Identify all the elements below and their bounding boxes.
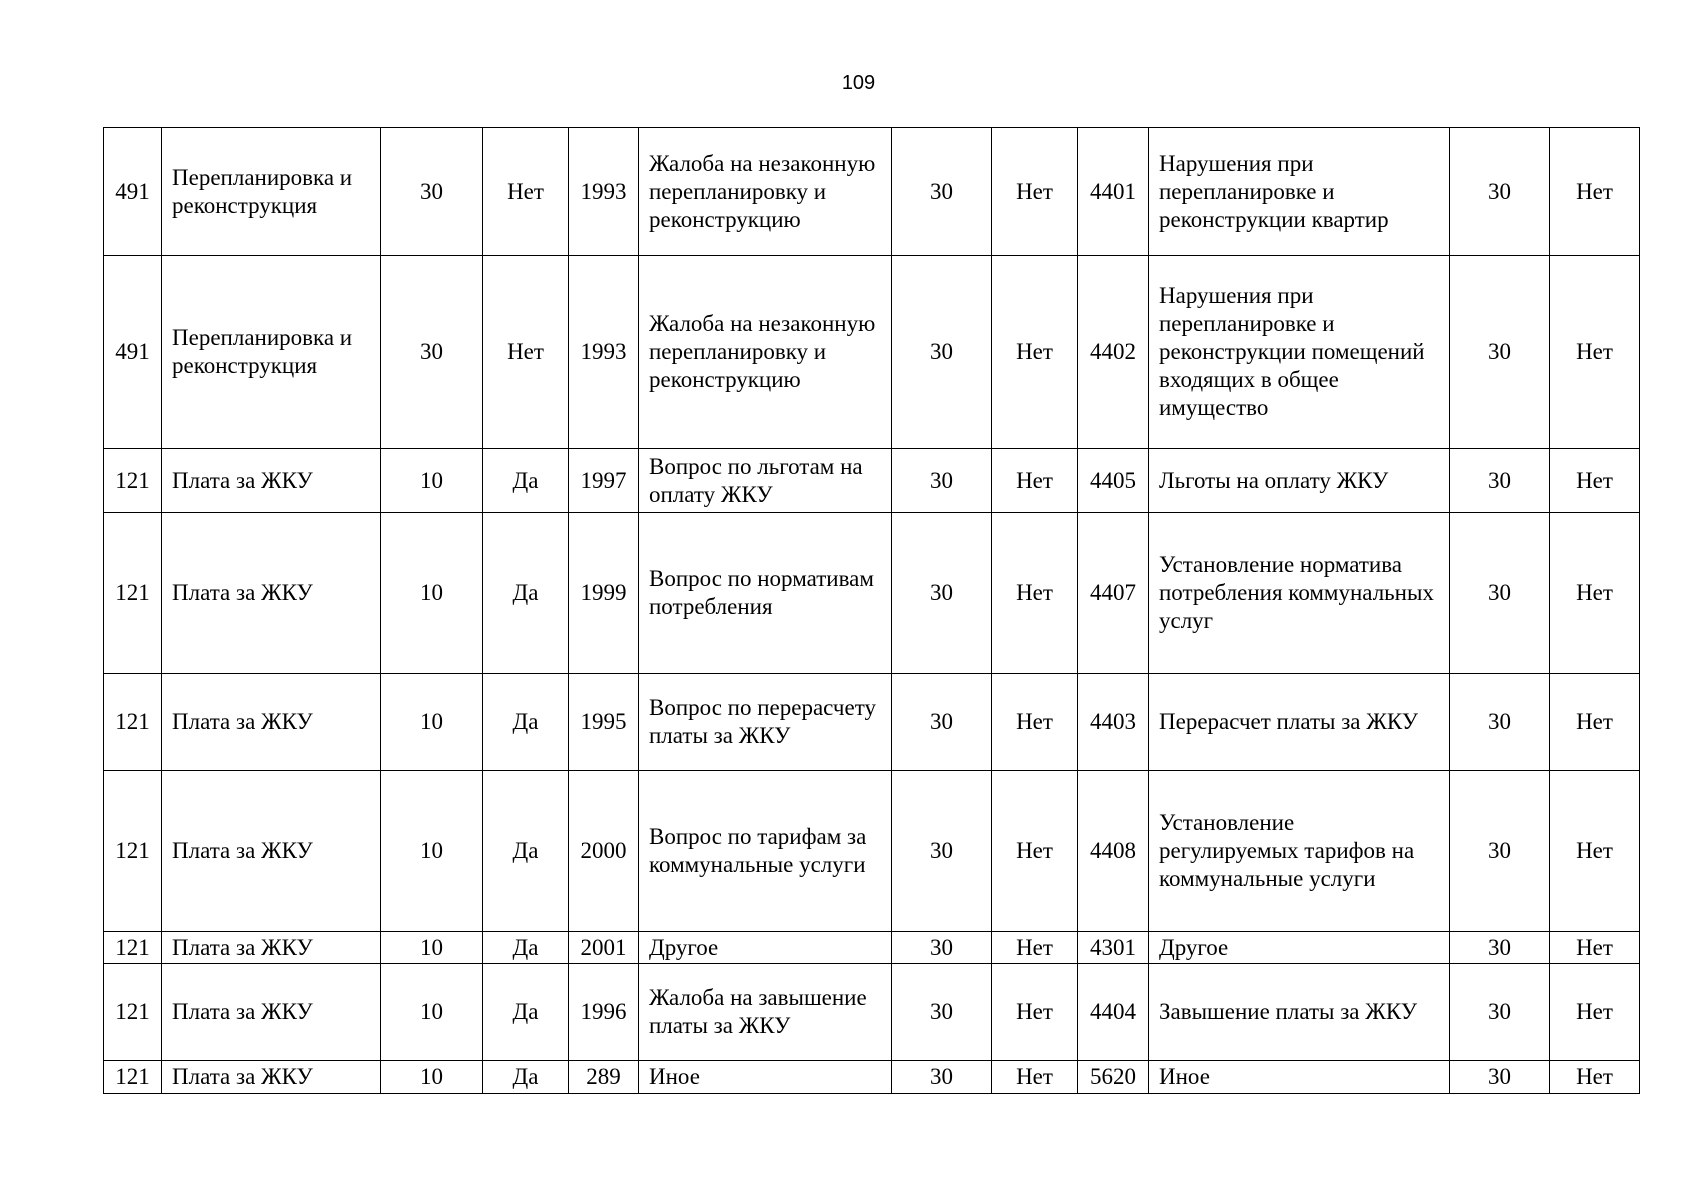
table-row <box>104 932 1640 964</box>
table-cell: Нарушения при перепланировке и реконструкции квартир <box>1149 128 1450 256</box>
table-cell: 4404 <box>1078 964 1149 1061</box>
table-cell: 1993 <box>569 256 639 449</box>
table-row <box>104 964 1640 1061</box>
table-row <box>104 513 1640 674</box>
table-cell: Нет <box>992 1061 1078 1094</box>
table-cell: Плата за ЖКУ <box>162 932 381 964</box>
table-cell: Нарушения при перепланировке и реконструкции помещений входящих в общее имущество <box>1149 256 1450 449</box>
page-number: 109 <box>841 72 876 94</box>
table-cell: Да <box>483 513 569 674</box>
table-cell: 30 <box>1450 932 1550 964</box>
table-cell: 1999 <box>569 513 639 674</box>
table-cell: Льготы на оплату ЖКУ <box>1149 449 1450 513</box>
table-cell: 10 <box>381 449 483 513</box>
table-cell: Другое <box>639 932 892 964</box>
table-cell: 2001 <box>569 932 639 964</box>
table-cell: Нет <box>1550 256 1640 449</box>
table-cell: Вопрос по тарифам за коммунальные услуги <box>639 771 892 932</box>
table-cell: Вопрос по нормативам потребления <box>639 513 892 674</box>
table-cell: Завышение платы за ЖКУ <box>1149 964 1450 1061</box>
table-cell: Нет <box>1550 674 1640 771</box>
table-cell: 1997 <box>569 449 639 513</box>
table-cell: Нет <box>1550 513 1640 674</box>
table-cell: 30 <box>892 256 992 449</box>
table-cell: Другое <box>1149 932 1450 964</box>
table-cell: 121 <box>104 964 162 1061</box>
table-row <box>104 1061 1640 1094</box>
table-cell: Нет <box>992 513 1078 674</box>
table-cell: Жалоба на завышение платы за ЖКУ <box>639 964 892 1061</box>
table-cell: Да <box>483 674 569 771</box>
table-cell: Иное <box>1149 1061 1450 1094</box>
table-cell: 121 <box>104 1061 162 1094</box>
table-cell: 30 <box>1450 771 1550 932</box>
table-cell: Плата за ЖКУ <box>162 771 381 932</box>
table-cell: 4408 <box>1078 771 1149 932</box>
table-cell: 30 <box>892 771 992 932</box>
table-row <box>104 771 1640 932</box>
table-cell: 30 <box>892 128 992 256</box>
table-cell: 121 <box>104 932 162 964</box>
table-cell: 491 <box>104 256 162 449</box>
table-cell: Вопрос по перерасчету платы за ЖКУ <box>639 674 892 771</box>
table-cell: Перепланировка и реконструкция <box>162 256 381 449</box>
table-cell: 121 <box>104 771 162 932</box>
table-row <box>104 128 1640 256</box>
table-cell: 30 <box>892 674 992 771</box>
table-cell: 1995 <box>569 674 639 771</box>
table-cell: 4401 <box>1078 128 1149 256</box>
table-cell: Нет <box>483 128 569 256</box>
table-cell: 491 <box>104 128 162 256</box>
table-cell: 121 <box>104 674 162 771</box>
table-cell: 289 <box>569 1061 639 1094</box>
table-cell: 4407 <box>1078 513 1149 674</box>
table-cell: 10 <box>381 1061 483 1094</box>
table-cell: Иное <box>639 1061 892 1094</box>
table-cell: Нет <box>1550 964 1640 1061</box>
table-cell: 30 <box>1450 1061 1550 1094</box>
table-cell: 10 <box>381 932 483 964</box>
table-cell: Жалоба на незаконную перепланировку и реконструкцию <box>639 256 892 449</box>
table-cell: 10 <box>381 513 483 674</box>
table-cell: 1993 <box>569 128 639 256</box>
table-cell: Перерасчет платы за ЖКУ <box>1149 674 1450 771</box>
table-cell: Да <box>483 449 569 513</box>
table-cell: 10 <box>381 771 483 932</box>
table-cell: Да <box>483 1061 569 1094</box>
table-cell: 30 <box>892 1061 992 1094</box>
table-cell: Установление регулируемых тарифов на коммунальные услуги <box>1149 771 1450 932</box>
table-cell: Жалоба на незаконную перепланировку и реконструкцию <box>639 128 892 256</box>
table-cell: 10 <box>381 674 483 771</box>
table-cell: 30 <box>892 513 992 674</box>
table-cell: 30 <box>1450 513 1550 674</box>
table-cell: 5620 <box>1078 1061 1149 1094</box>
table-cell: Нет <box>1550 449 1640 513</box>
table-cell: 121 <box>104 449 162 513</box>
table-cell: Установление норматива потребления коммунальных услуг <box>1149 513 1450 674</box>
table-cell: Нет <box>992 771 1078 932</box>
table-cell: 30 <box>1450 128 1550 256</box>
table-cell: 4301 <box>1078 932 1149 964</box>
table-cell: Нет <box>1550 771 1640 932</box>
table-row <box>104 256 1640 449</box>
table-cell: Нет <box>1550 1061 1640 1094</box>
table-cell: 1996 <box>569 964 639 1061</box>
table-cell: Нет <box>992 674 1078 771</box>
table-cell: 4405 <box>1078 449 1149 513</box>
table-cell: Нет <box>992 449 1078 513</box>
table-cell: 30 <box>381 128 483 256</box>
table-cell: Нет <box>1550 932 1640 964</box>
table-row <box>104 449 1640 513</box>
table-cell: 30 <box>1450 964 1550 1061</box>
table-cell: Да <box>483 964 569 1061</box>
table-cell: Плата за ЖКУ <box>162 964 381 1061</box>
table-cell: 121 <box>104 513 162 674</box>
table-cell: Нет <box>992 128 1078 256</box>
table-cell: Да <box>483 932 569 964</box>
table-cell: Плата за ЖКУ <box>162 674 381 771</box>
table-cell: 30 <box>381 256 483 449</box>
table-cell: 30 <box>1450 674 1550 771</box>
table-cell: Нет <box>483 256 569 449</box>
table-row <box>104 674 1640 771</box>
table-cell: Плата за ЖКУ <box>162 513 381 674</box>
table-cell: Вопрос по льготам на оплату ЖКУ <box>639 449 892 513</box>
table-cell: Нет <box>992 932 1078 964</box>
table-cell: 30 <box>892 932 992 964</box>
table-cell: 30 <box>892 449 992 513</box>
table-cell: 10 <box>381 964 483 1061</box>
table-cell: Да <box>483 771 569 932</box>
table-cell: Плата за ЖКУ <box>162 449 381 513</box>
table-cell: 4402 <box>1078 256 1149 449</box>
table-cell: 30 <box>1450 256 1550 449</box>
table-cell: 30 <box>892 964 992 1061</box>
data-table <box>103 127 1640 1094</box>
table-cell: Нет <box>1550 128 1640 256</box>
table-cell: Нет <box>992 964 1078 1061</box>
table-cell: 2000 <box>569 771 639 932</box>
table-cell: 30 <box>1450 449 1550 513</box>
table-cell: 4403 <box>1078 674 1149 771</box>
table-cell: Плата за ЖКУ <box>162 1061 381 1094</box>
table-cell: Нет <box>992 256 1078 449</box>
table-cell: Перепланировка и реконструкция <box>162 128 381 256</box>
